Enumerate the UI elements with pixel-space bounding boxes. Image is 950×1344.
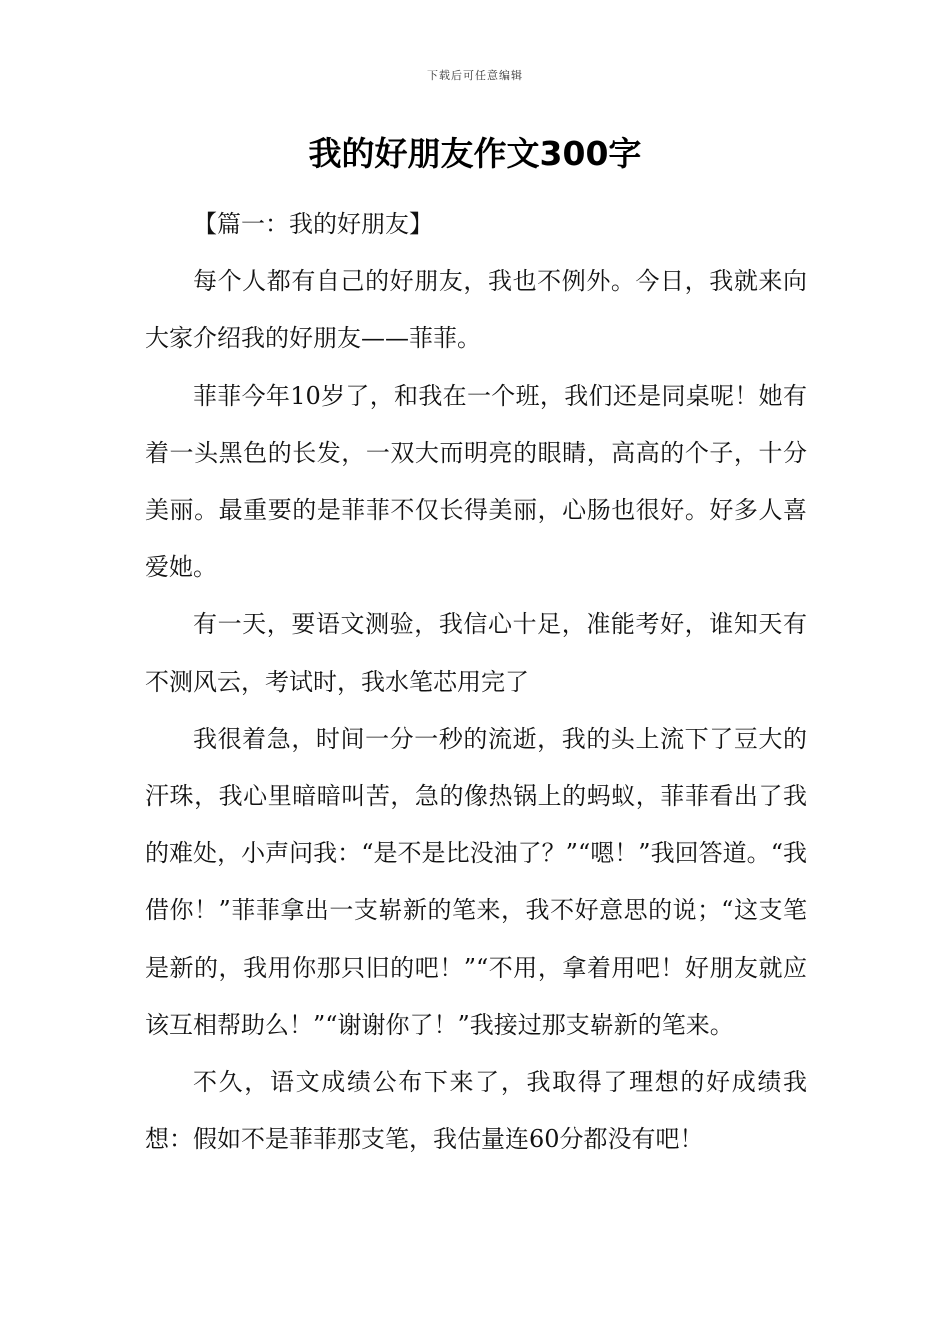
- paragraph: 每个人都有自己的好朋友，我也不例外。今日，我就来向大家介绍我的好朋友——菲菲。: [145, 267, 807, 353]
- document-title: 我的好朋友作文300字: [308, 134, 642, 173]
- paragraph: 我很着急，时间一分一秒的流逝，我的头上流下了豆大的汗珠，我心里暗暗叫苦，急的像热锅上的蚂蚁，菲菲看出了我的难处，小声问我：“是不是比没油了？”“嗯！”我回答道。“我借你！”菲菲拿出一支崭新的笔来，我不好意思的说；“这支笔是新的，我用你那只旧的吧！”“不用，拿着用吧！好朋友就应该互相帮助么！”“谢谢你了！”我接过那支崭新的笔来。: [145, 724, 807, 1039]
- header-note: 下载后可任意编辑: [427, 69, 523, 82]
- paragraph: 有一天，要语文测验，我信心十足，准能考好，谁知天有不测风云，考试时，我水笔芯用完了: [145, 610, 807, 696]
- paragraph: 菲菲今年10岁了，和我在一个班，我们还是同桌呢！她有着一头黑色的长发，一双大而明亮的眼睛，高高的个子，十分美丽。最重要的是菲菲不仅长得美丽，心肠也很好。好多人喜爱她。: [145, 381, 807, 582]
- section-heading: 【篇一：我的好朋友】: [193, 210, 433, 238]
- paragraph: 不久，语文成绩公布下来了，我取得了理想的好成绩我想：假如不是菲菲那支笔，我估量连60分都没有吧！: [145, 1068, 807, 1154]
- article-body: [145, 196, 807, 1168]
